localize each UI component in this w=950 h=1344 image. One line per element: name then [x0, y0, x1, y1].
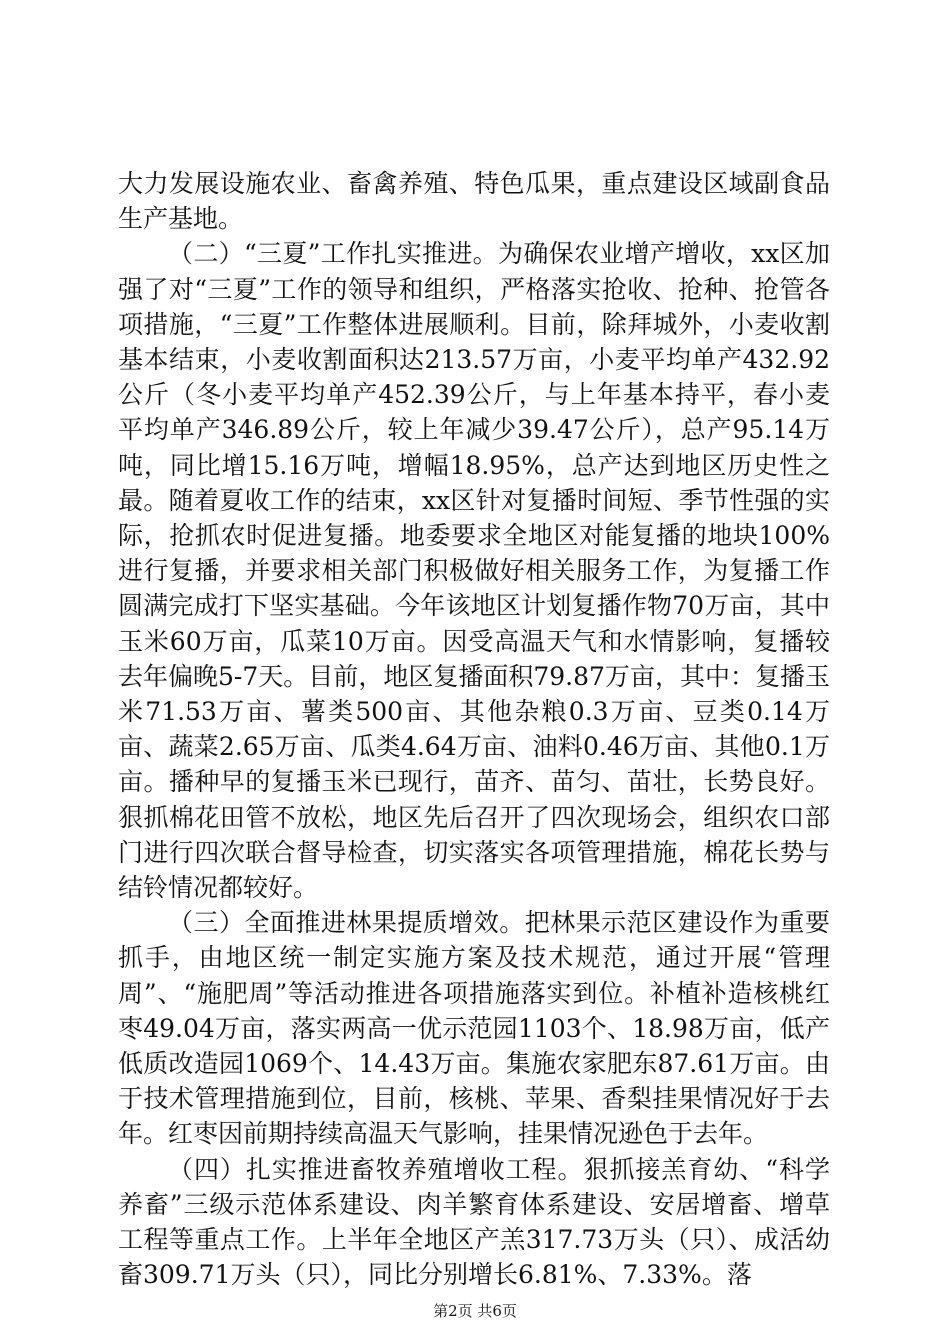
page-footer: 第2页 共6页 [433, 1302, 517, 1320]
paragraph-continuation: 大力发展设施农业、畜禽养殖、特色瓜果，重点建设区域副食品生产基地。 [118, 169, 830, 234]
paragraph-livestock: （四）扎实推进畜牧养殖增收工程。狠抓接羔育幼、“科学养畜”三级示范体系建设、肉羊繁育体系建设、安居增畜、增草工程等重点工作。上半年全地区产羔317.73万头（只）、成活幼畜309.71万头（只），同比分别增长6.81%、7.33%。落 [118, 1154, 830, 1290]
document-body [118, 166, 830, 1293]
paragraph-forestry-fruit: （三）全面推进林果提质增效。把林果示范区建设作为重要抓手，由地区统一制定实施方案及技术规范，通过开展“管理周”、“施肥周”等活动推进各项措施落实到位。补植补造核桃红枣49.04万亩，落实两高一优示范园1103个、18.98万亩，低产低质改造园1069个、14.43万亩。集施农家肥东87.61万亩。由于技术管理措施到位，目前，核桃、苹果、香梨挂果情况好于去年。红枣因前期持续高温天气影响，挂果情况逊色于去年。 [118, 908, 830, 1149]
paragraph-san-xia: （二）“三夏”工作扎实推进。为确保农业增产增收，xx区加强了对“三夏”工作的领导和组织，严格落实抢收、抢种、抢管各项措施，“三夏”工作整体进展顺利。目前，除拜城外，小麦收割基本结束，小麦收割面积达213.57万亩，小麦平均单产432.92公斤（冬小麦平均单产452.39公斤，与上年基本持平，春小麦平均单产346.89公斤，较上年减少39.47公斤），总产95.14万吨，同比增15.16万吨，增幅18.95%，总产达到地区历史性之最。随着夏收工作的结束，xx区针对复播时间短、季节性强的实际，抢抓农时促进复播。地委要求全地区对能复播的地块100%进行复播，并要求相关部门积极做好相关服务工作，为复播工作圆满完成打下坚实基础。今年该地区计划复播作物70万亩，其中玉米60万亩，瓜菜10万亩。因受高温天气和水情影响，复播较去年偏晚5-7天。目前，地区复播面积79.87万亩，其中：复播玉米71.53万亩、薯类500亩、其他杂粮0.3万亩、豆类0.14万亩、蔬菜2.65万亩、瓜类4.64万亩、油料0.46万亩、其他0.1万亩。播种早的复播玉米已现行，苗齐、苗匀、苗壮，长势良好。狠抓棉花田管不放松，地区先后召开了四次现场会，组织农口部门进行四次联合督导检查，切实落实各项管理措施，棉花长势与结铃情况都较好。 [118, 239, 830, 903]
